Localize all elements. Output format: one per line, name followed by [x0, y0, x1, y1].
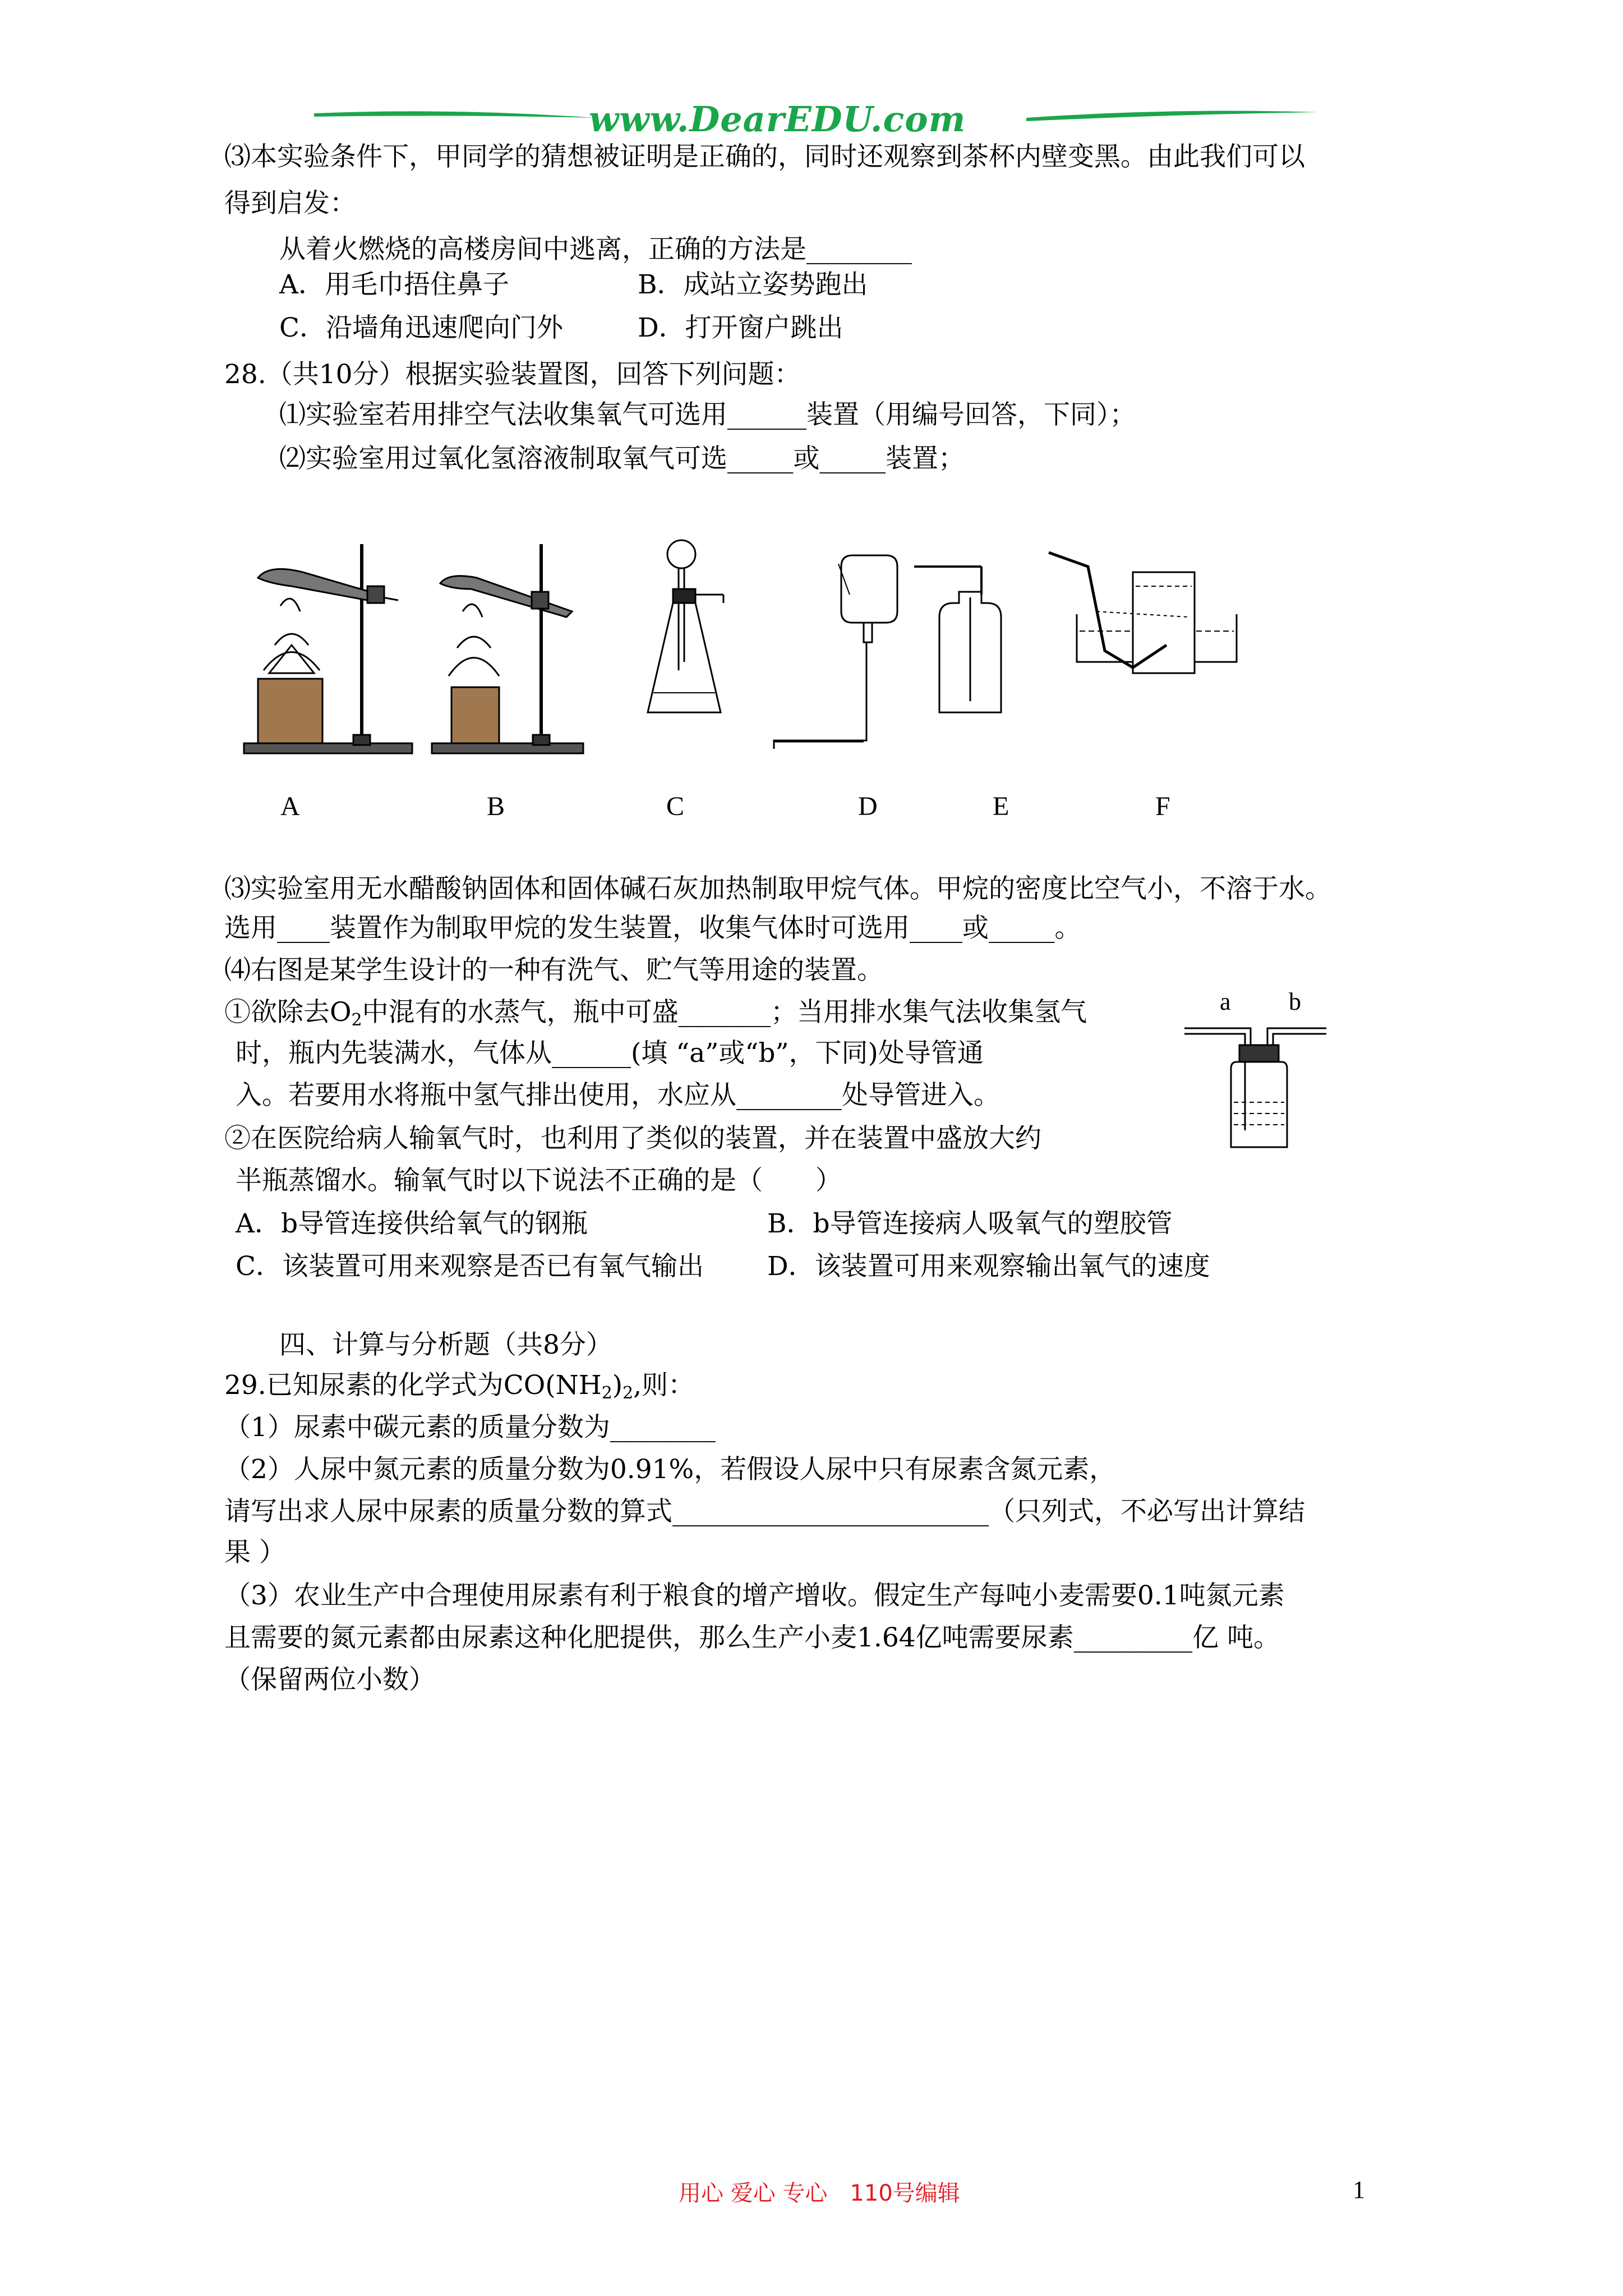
q29-part3-line1: （3）农业生产中合理使用尿素有利于粮食的增产增收。假定生产每吨小麦需要0.1吨氮元素 — [224, 1580, 1285, 1611]
q29-part3-line3: （保留两位小数） — [224, 1664, 435, 1695]
bottle-label-b: b — [1289, 988, 1301, 1015]
page-number: 1 — [1353, 2176, 1365, 2203]
q29-part2-line2: 请写出求人尿中尿素的质量分数的算式________________________（只列式，不必写出计算结 — [224, 1496, 1305, 1527]
q28-option-b: B．b导管连接病人吸氧气的塑胶管 — [767, 1208, 1173, 1239]
q27-part3-line3: 从着火燃烧的高楼房间中逃离，正确的方法是________ — [279, 234, 912, 265]
q28-part4: ⑷右图是某学生设计的一种有洗气、贮气等用途的装置。 — [224, 955, 883, 986]
q28-sub2-line1: ②在医院给病人输氧气时，也利用了类似的装置，并在装置中盛放大约 — [224, 1123, 1041, 1154]
q29-part2-line1: （2）人尿中氮元素的质量分数为0.91%，若假设人尿中只有尿素含氮元素， — [224, 1454, 1116, 1485]
q27-option-d: D．打开窗户跳出 — [638, 312, 843, 343]
q29-part2-line3: 果 ） — [224, 1537, 285, 1568]
header-logo: www.DearEDU.com — [589, 99, 966, 140]
q28-part2: ⑵实验室用过氧化氢溶液制取氧气可选_____或_____装置； — [279, 443, 965, 474]
section4-title: 四、计算与分析题（共8分） — [279, 1329, 612, 1360]
apparatus-label-e: E — [993, 792, 1009, 821]
q28-sub1-line2: 时，瓶内先装满水，气体从______(填 “a”或“b”，下同)处导管通 — [236, 1038, 984, 1069]
q28-sub1-line1: ①欲除去$O_2$中混有的水蒸气，瓶中可盛_______；当用排水集气法收集氢气 — [224, 997, 1087, 1030]
q28-sub2-line2: 半瓶蒸馏水。输氧气时以下说法不正确的是（ ） — [236, 1165, 842, 1196]
apparatus-f — [1049, 553, 1237, 673]
apparatus-e — [914, 567, 1001, 712]
apparatus-label-d: D — [858, 792, 878, 821]
q27-option-a: A．用毛巾捂住鼻子 — [279, 269, 509, 300]
q27-option-b: B．成站立姿势跑出 — [638, 269, 868, 300]
q28-part1: ⑴实验室若用排空气法收集氧气可选用______装置（用编号回答，下同）； — [279, 399, 1136, 430]
apparatus-label-c: C — [666, 792, 685, 821]
footer-text: 用心 爱心 专心 110号编辑 — [679, 2180, 960, 2206]
apparatus-b — [432, 544, 583, 753]
q29-part1: （1）尿素中碳元素的质量分数为________ — [224, 1412, 716, 1443]
header-swoosh-right — [1026, 105, 1318, 128]
q28-title: 28.（共10分）根据实验装置图，回答下列问题： — [224, 359, 801, 390]
apparatus-label-b: B — [487, 792, 505, 821]
q28-option-a: A．b导管连接供给氧气的钢瓶 — [236, 1208, 588, 1239]
q27-part3-line2: 得到启发： — [224, 188, 356, 219]
apparatus-a — [244, 544, 412, 753]
bottle-label-a: a — [1220, 988, 1231, 1015]
wash-bottle-figure — [1183, 1018, 1329, 1153]
q28-part3-line1: ⑶实验室用无水醋酸钠固体和固体碱石灰加热制取甲烷气体。甲烷的密度比空气小，不溶于水。 — [224, 873, 1331, 904]
q28-option-c: C．该装置可用来观察是否已有氧气输出 — [236, 1251, 704, 1282]
q28-part3-line2: 选用____装置作为制取甲烷的发生装置，收集气体时可选用____或_____。 — [224, 913, 1081, 944]
header-swoosh-left — [314, 105, 594, 128]
q28-sub1-line3: 入。若要用水将瓶中氢气排出使用，水应从________处导管进入。 — [236, 1080, 1000, 1111]
q27-option-c: C．沿墙角迅速爬向门外 — [279, 312, 563, 343]
q29-title: 29.已知尿素的化学式为$CO(NH_2)_2$,则： — [224, 1370, 695, 1403]
q28-option-d: D．该装置可用来观察输出氧气的速度 — [767, 1251, 1210, 1282]
apparatus-d — [774, 555, 897, 749]
apparatus-c — [648, 540, 723, 712]
apparatus-label-f: F — [1155, 792, 1170, 821]
apparatus-figure — [236, 533, 1245, 769]
q29-part3-line2: 且需要的氮元素都由尿素这种化肥提供，那么生产小麦1.64亿吨需要尿素_________亿 吨。 — [224, 1622, 1280, 1653]
q27-part3-line1: ⑶本实验条件下，甲同学的猜想被证明是正确的，同时还观察到茶杯内壁变黑。由此我们可以 — [224, 141, 1305, 172]
apparatus-label-a: A — [280, 792, 300, 821]
